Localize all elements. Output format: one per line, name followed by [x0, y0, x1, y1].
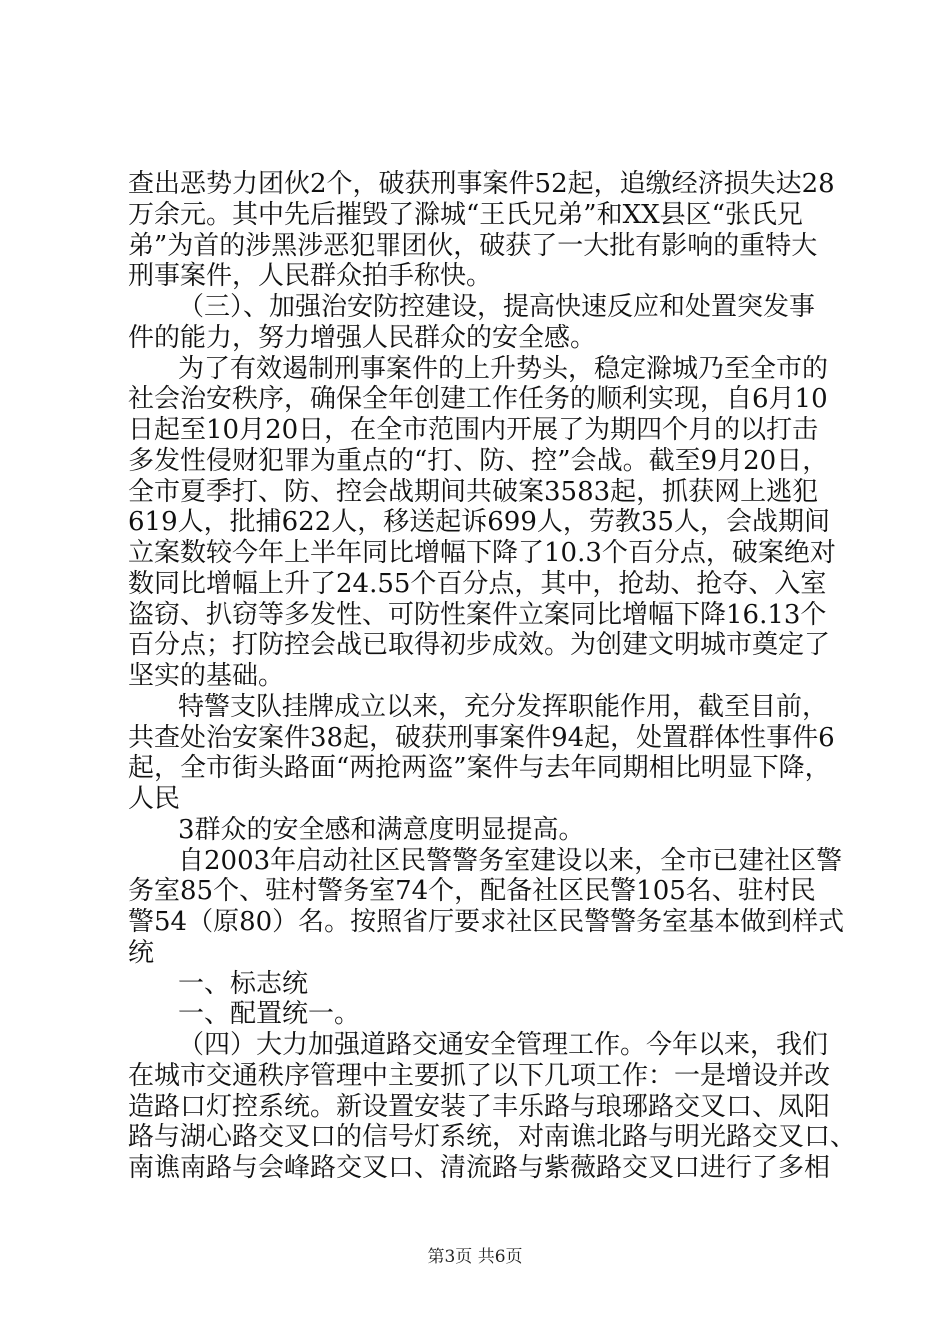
text-line: 立案数较今年上半年同比增幅下降了10.3个百分点，破案绝对 [128, 538, 836, 568]
list-item: 一、标志统 [178, 969, 309, 999]
text-line: 多发性侵财犯罪为重点的“打、防、控”会战。截至9月20日， [128, 446, 829, 476]
text-line: 数同比增幅上升了24.55个百分点，其中，抢劫、抢夺、入室 [128, 569, 827, 599]
list-item: 一、配置统一。 [178, 999, 361, 1029]
text-line: 务室85个、驻村警务室74个，配备社区民警105名、驻村民 [128, 876, 816, 906]
text-line: 百分点；打防控会战已取得初步成效。为创建文明城市奠定了 [128, 630, 831, 660]
text-line: 人民 [128, 784, 181, 814]
text-line: 619人，批捕622人，移送起诉699人，劳教35人，会战期间 [128, 507, 830, 537]
text-line: 件的能力，努力增强人民群众的安全感。 [128, 323, 597, 353]
text-line: 弟”为首的涉黑涉恶犯罪团伙，破获了一大批有影响的重特大 [128, 231, 818, 261]
text-line: 起，全市街头路面“两抢两盗”案件与去年同期相比明显下降， [128, 753, 831, 783]
text-line: 路与湖心路交叉口的信号灯系统，对南谯北路与明光路交叉口、 [128, 1122, 857, 1152]
text-line: 日起至10月20日，在全市范围内开展了为期四个月的以打击 [128, 415, 819, 445]
text-line: 全市夏季打、防、控会战期间共破案3583起，抓获网上逃犯 [128, 477, 819, 507]
text-line: 万余元。其中先后摧毁了滁城“王氏兄弟”和XX县区“张氏兄 [128, 200, 803, 230]
page-footer: 第3页 共6页 [427, 1247, 523, 1267]
section-heading: （四）大力加强道路交通安全管理工作。今年以来，我们 [178, 1030, 829, 1060]
text-line: 坚实的基础。 [128, 661, 285, 691]
text-line: 刑事案件，人民群众拍手称快。 [128, 261, 493, 291]
text-line: 造路口灯控系统。新设置安装了丰乐路与琅琊路交叉口、凤阳 [128, 1092, 831, 1122]
text-line: 自2003年启动社区民警警务室建设以来，全市已建社区警 [178, 846, 843, 876]
text-line: 南谯南路与会峰路交叉口、清流路与紫薇路交叉口进行了多相 [128, 1153, 831, 1183]
text-line: 盗窃、扒窃等多发性、可防性案件立案同比增幅下降16.13个 [128, 600, 827, 630]
text-line: 社会治安秩序，确保全年创建工作任务的顺利实现，自6月10 [128, 384, 828, 414]
text-line: 统 [128, 938, 155, 968]
text-line: 为了有效遏制刑事案件的上升势头，稳定滁城乃至全市的 [178, 354, 829, 384]
text-line: 警54（原80）名。按照省厅要求社区民警警务室基本做到样式 [128, 907, 845, 937]
section-heading: （三）、加强治安防控建设，提高快速反应和处置突发事 [178, 292, 816, 322]
text-line: 查出恶势力团伙2个，破获刑事案件52起，追缴经济损失达28 [128, 169, 835, 199]
text-line: 3群众的安全感和满意度明显提高。 [178, 815, 585, 845]
text-line: 特警支队挂牌成立以来，充分发挥职能作用，截至目前， [178, 692, 829, 722]
text-line: 共查处治安案件38起，破获刑事案件94起，处置群体性事件6 [128, 723, 835, 753]
text-line: 在城市交通秩序管理中主要抓了以下几项工作：一是增设并改 [128, 1061, 831, 1091]
